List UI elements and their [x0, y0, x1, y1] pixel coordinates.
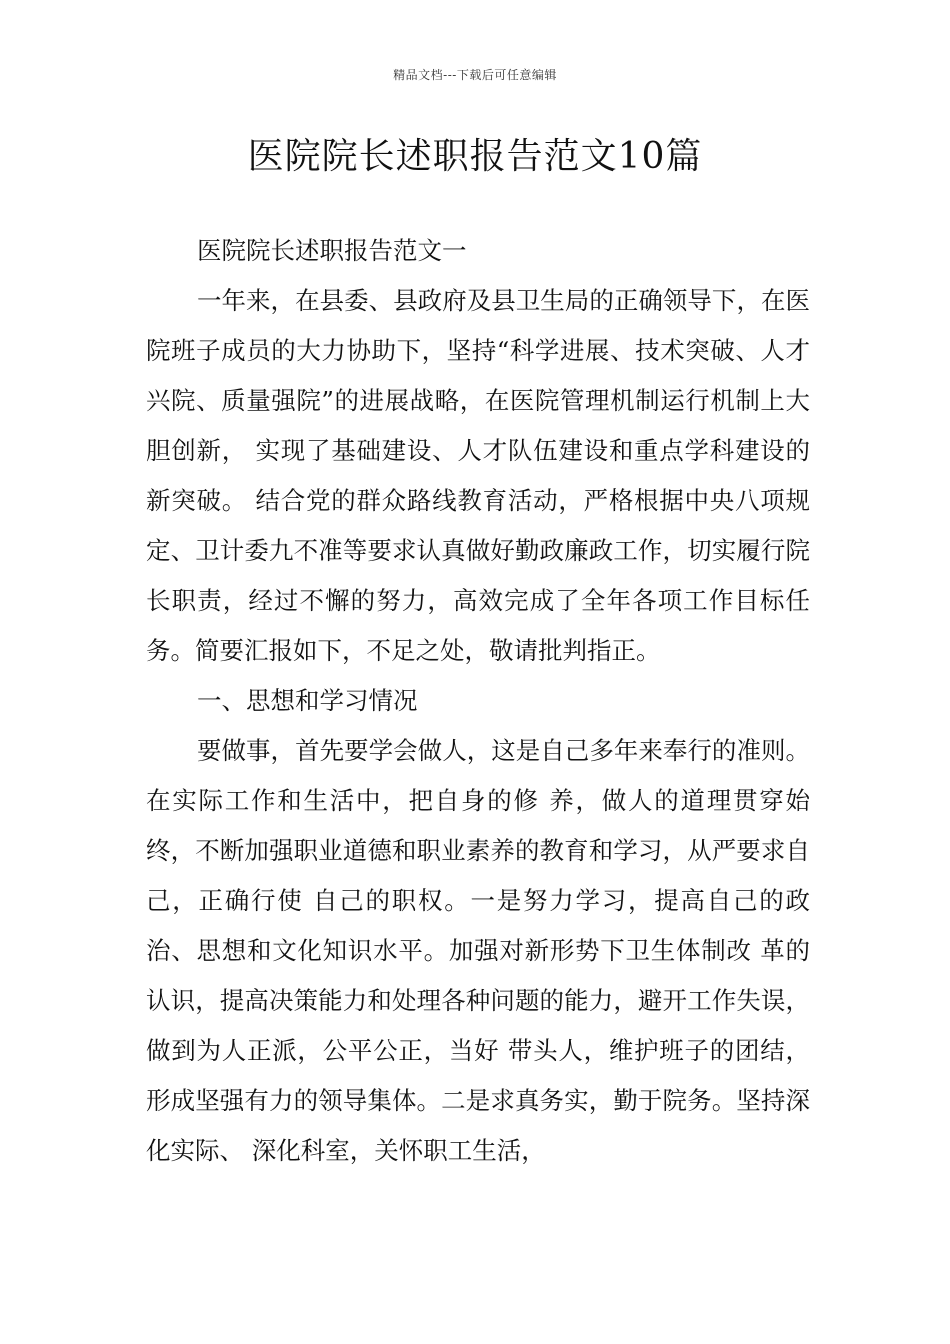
header-note: 精品文档---下载后可任意编辑: [393, 68, 557, 82]
document-title: 医院院长述职报告范文10篇: [247, 136, 703, 177]
section-subtitle: 医院院长述职报告范文一: [197, 236, 467, 265]
paragraph-intro: 一年来，在县委、县政府及县卫生局的正确领导下，在医院班子成员的大力协助下，坚持“科学进展、技术突破、人才兴院、质量强院”的进展战略，在医院管理机制运行机制上大胆创新， 实现了基础建设、人才队伍建设和重点学科建设的新突破。 结合党的群众路线教育活动，严格根据中央八项规定、卫计委九不准等要求认真做好勤政廉政工作，切实履行院长职责，经过不懈的努力，高效完成了全年各项工作目标任务。简要汇报如下，不足之处，敬请批判指正。: [146, 286, 810, 665]
paragraph-thinking-study: 要做事，首先要学会做人，这是自己多年来奉行的准则。在实际工作和生活中，把自身的修 养，做人的道理贯穿始终，不断加强职业道德和职业素养的教育和学习，从严要求自己，正确行使 自己的职权。一是努力学习，提高自己的政治、思想和文化知识水平。加强对新形势下卫生体制改 革的认识，提高决策能力和处理各种问题的能力，避开工作失误，做到为人正派，公平公正，当好 带头人，维护班子的团结，形成坚强有力的领导集体。二是求真务实，勤于院务。坚持深化实际、 深化科室，关怀职工生活，: [146, 736, 810, 1165]
document-body: [146, 226, 810, 1176]
section-heading: 一、思想和学习情况: [197, 686, 418, 715]
